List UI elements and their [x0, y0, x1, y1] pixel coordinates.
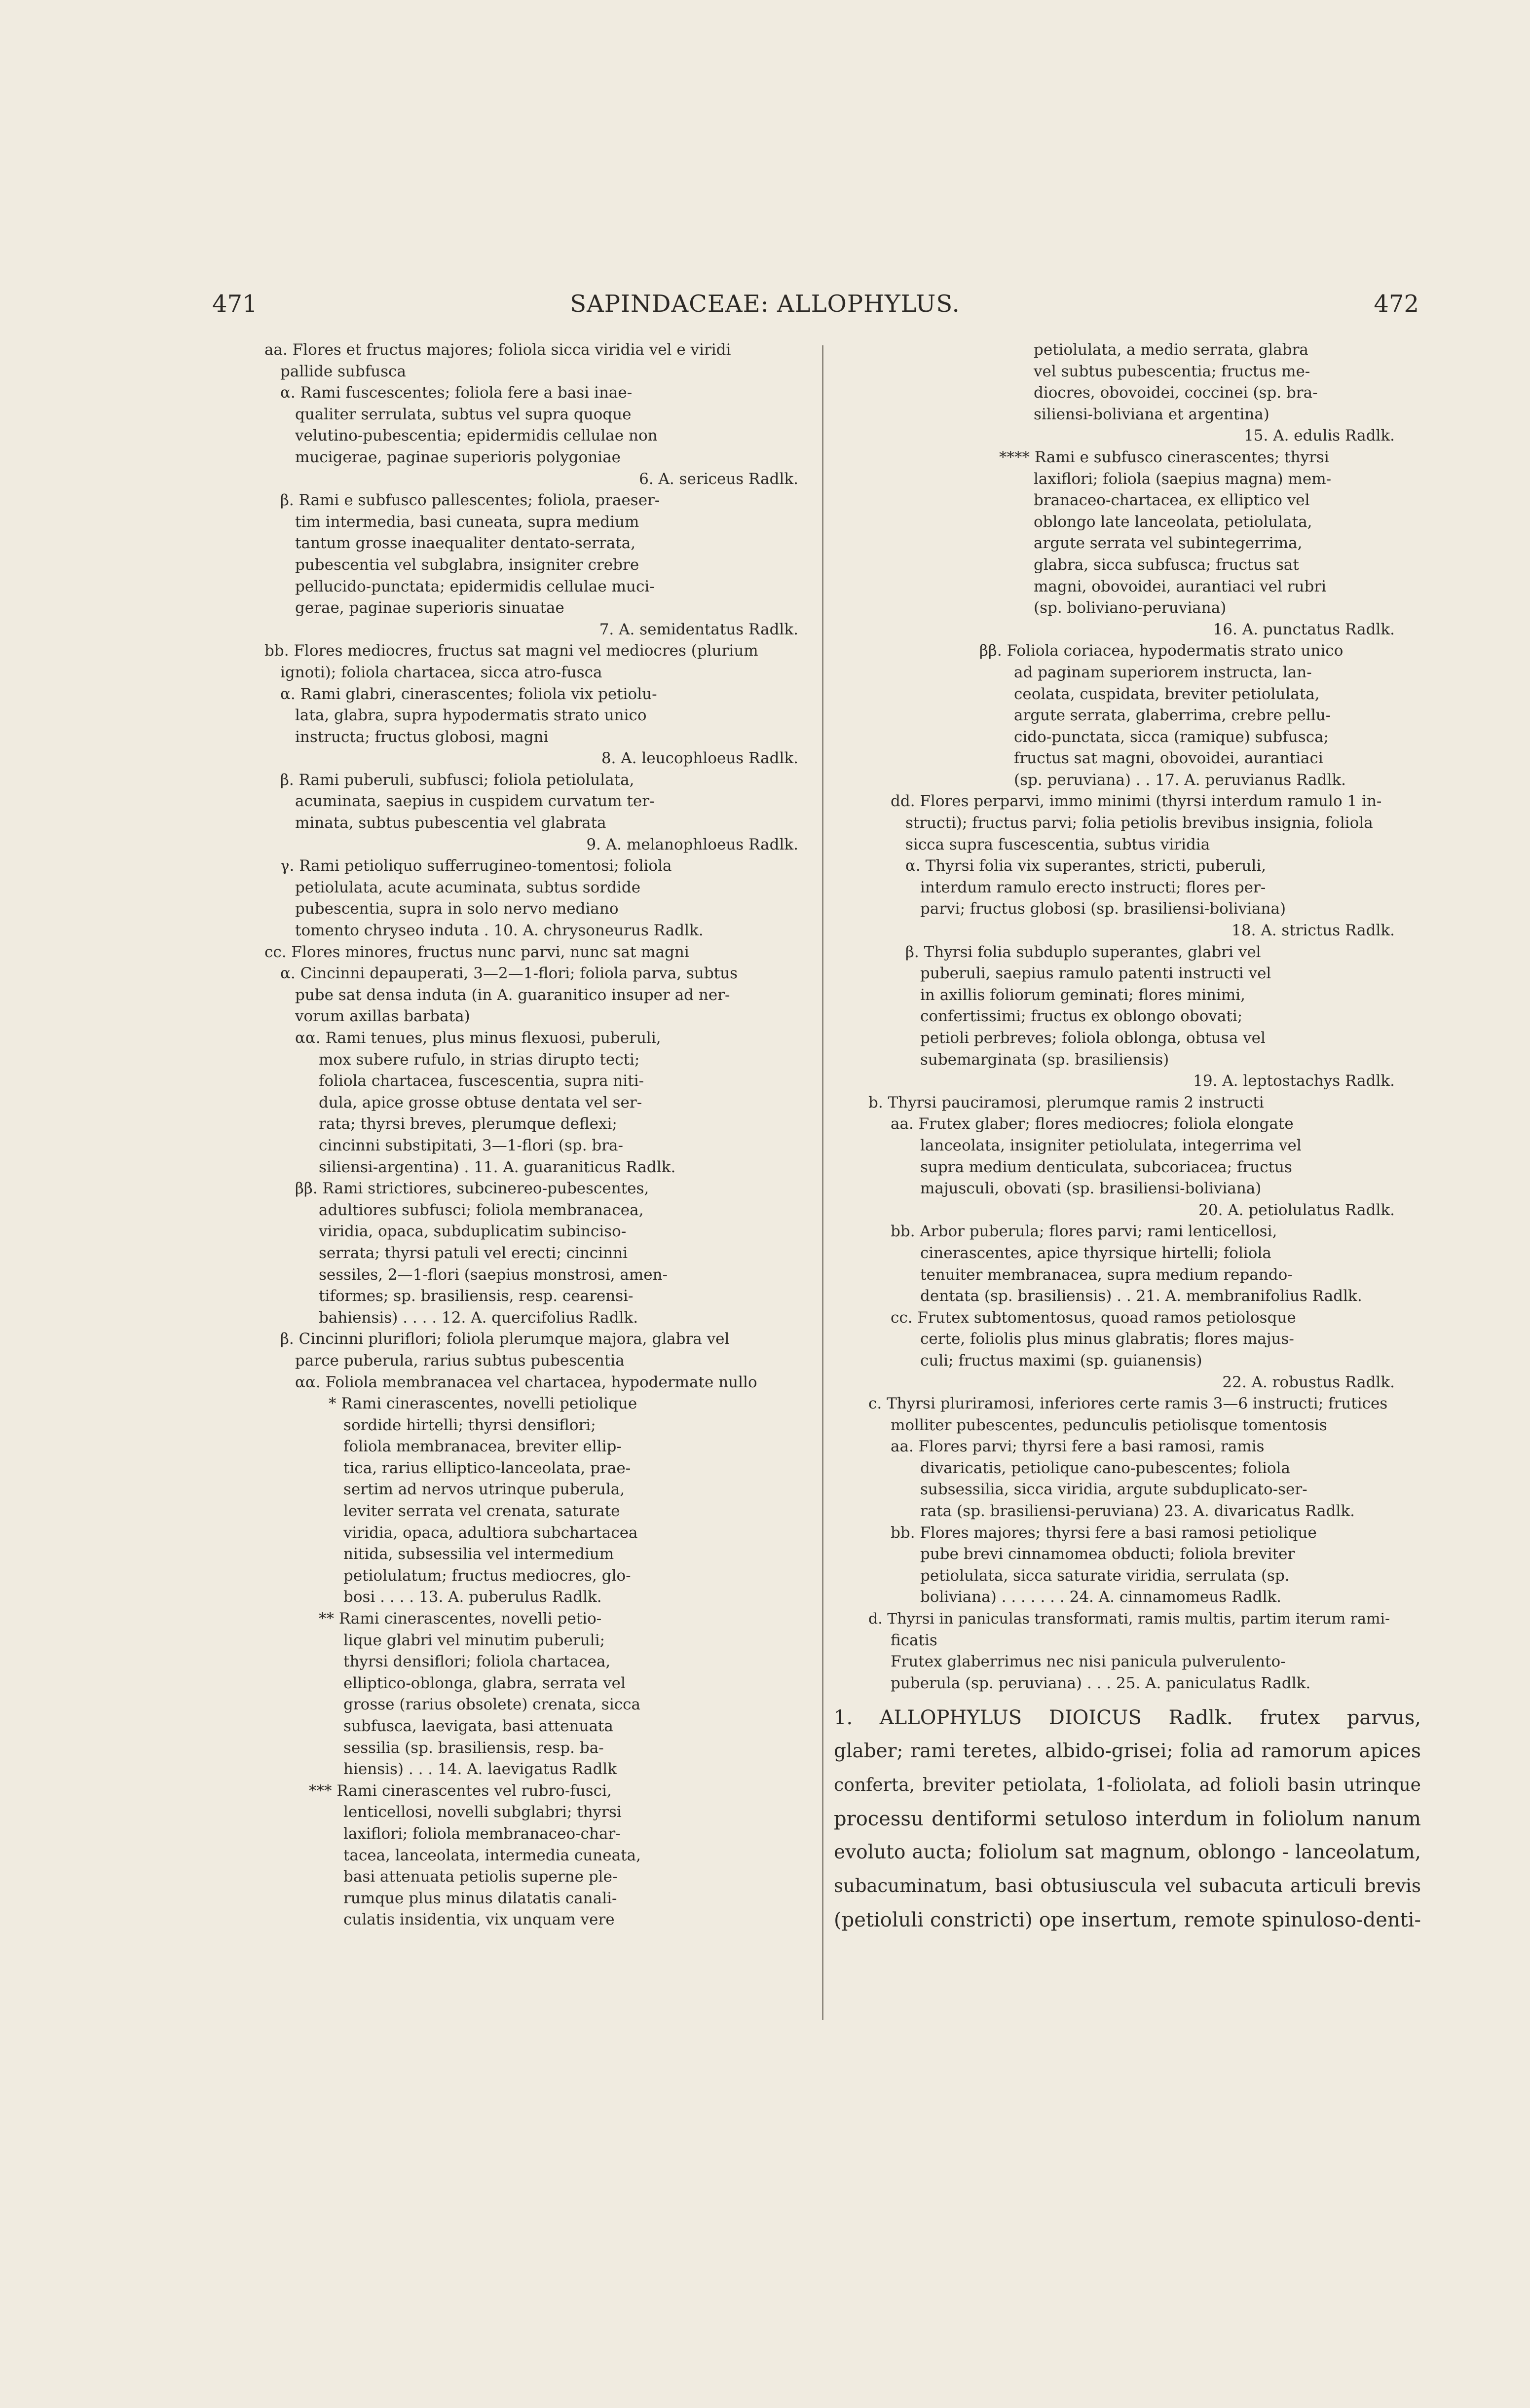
key-line: diocres, obovoidei, coccinei (sp. bra-	[1034, 384, 1318, 402]
key-line: dula, apice grosse obtuse dentata vel ser-	[319, 1093, 642, 1111]
key-line: rumque plus minus dilatatis canali-	[343, 1889, 617, 1907]
key-line: d. Thyrsi in paniculas transformati, ramis multis, partim iterum rami-	[868, 1610, 1390, 1628]
key-line: 22. A. robustus Radlk.	[1222, 1373, 1395, 1391]
key-line: foliola chartacea, fuscescentia, supra niti-	[319, 1072, 644, 1090]
key-line: divaricatis, petiolique cano-pubescentes; foliola	[920, 1459, 1290, 1477]
key-line: ad paginam superiorem instructa, lan-	[1014, 663, 1312, 681]
page-header	[0, 290, 1530, 330]
key-line: petiolulata, a medio serrata, glabra	[1034, 341, 1308, 359]
description-line: conferta, breviter petiolata, 1-foliolata, ad folioli basin utrinque	[834, 1775, 1421, 1795]
key-line: sertim ad nervos utrinque puberula,	[343, 1481, 625, 1499]
key-line: basi attenuata petiolis superne ple-	[343, 1868, 618, 1886]
key-line: (sp. peruviana) . . 17. A. peruvianus Radlk.	[1014, 771, 1346, 789]
key-line: gerae, paginae superioris sinuatae	[295, 599, 564, 617]
key-line: petioli perbreves; foliola oblonga, obtusa vel	[920, 1029, 1266, 1047]
key-line: rata; thyrsi breves, plerumque deflexi;	[319, 1115, 617, 1133]
key-line: molliter pubescentes, pedunculis petiolisque tomentosis	[891, 1416, 1327, 1434]
key-line: boliviana) . . . . . . . 24. A. cinnamomeus Radlk.	[920, 1588, 1281, 1606]
key-line: α. Rami fuscescentes; foliola fere a basi inae-	[280, 384, 633, 402]
species-description	[834, 1701, 1421, 1937]
key-line: bosi . . . . 13. A. puberulus Radlk.	[343, 1588, 602, 1606]
key-line: pubescentia vel subglabra, insigniter crebre	[295, 556, 639, 574]
key-line: argute serrata vel subintegerrima,	[1034, 534, 1303, 553]
description-line: subacuminatum, basi obtusiuscula vel subacuta articuli brevis	[834, 1875, 1421, 1897]
key-line: ββ. Rami strictiores, subcinereo-pubescentes,	[295, 1180, 649, 1198]
key-line: majusculi, obovati (sp. brasiliensi-boliviana)	[920, 1180, 1262, 1198]
right-column-key	[861, 339, 1395, 1694]
key-line: c. Thyrsi pluriramosi, inferiores certe ramis 3—6 instructi; frutices	[868, 1395, 1388, 1413]
key-line: tim intermedia, basi cuneata, supra medium	[295, 513, 639, 531]
page-number-left: 471	[212, 290, 258, 318]
key-line: certe, foliolis plus minus glabratis; flores majus-	[920, 1330, 1294, 1348]
key-line: 18. A. strictus Radlk.	[1231, 922, 1395, 940]
key-line: cinerascentes, apice thyrsique hirtelli; foliola	[920, 1244, 1271, 1262]
key-line: ** Rami cinerascentes, novelli petio-	[319, 1610, 602, 1628]
key-line: subfusca, laevigata, basi attenuata	[343, 1717, 613, 1735]
key-line: grosse (rarius obsolete) crenata, sicca	[343, 1696, 640, 1714]
key-line: petiolulatum; fructus mediocres, glo-	[343, 1566, 631, 1585]
key-line: lanceolata, insigniter petiolulata, integerrima vel	[920, 1136, 1302, 1154]
key-line: 19. A. leptostachys Radlk.	[1193, 1072, 1395, 1090]
key-line: vel subtus pubescentia; fructus me-	[1034, 362, 1310, 380]
key-line: α. Thyrsi folia vix superantes, stricti, puberuli,	[905, 857, 1267, 875]
key-line: supra medium denticulata, subcoriacea; fructus	[920, 1158, 1292, 1176]
key-line: petiolulata, sicca saturate viridia, serrulata (sp.	[920, 1566, 1290, 1585]
key-line: cc. Flores minores, fructus nunc parvi, nunc sat magni	[264, 943, 689, 961]
key-line: ignoti); foliola chartacea, sicca atro-fusca	[280, 663, 602, 681]
key-line: pube sat densa induta (in A. guaranitico insuper ad ner-	[295, 986, 730, 1004]
key-line: Frutex glaberrimus nec nisi panicula pulverulento-	[891, 1653, 1286, 1671]
key-line: adultiores subfusci; foliola membranacea,	[319, 1201, 644, 1219]
key-line: subsessilia, sicca viridia, argute subduplicato-ser-	[920, 1481, 1307, 1499]
key-line: mox subere rufulo, in strias dirupto tecti;	[319, 1050, 640, 1069]
key-line: vorum axillas barbata)	[295, 1007, 470, 1026]
key-line: subemarginata (sp. brasiliensis)	[920, 1050, 1169, 1069]
key-line: acuminata, saepius in cuspidem curvatum ter-	[295, 792, 655, 811]
key-line: ficatis	[891, 1631, 937, 1649]
key-line: glabra, sicca subfusca; fructus sat	[1034, 556, 1299, 574]
key-line: 7. A. semidentatus Radlk.	[599, 620, 798, 638]
key-line: ββ. Foliola coriacea, hypodermatis strato unico	[979, 642, 1343, 660]
key-line: ceolata, cuspidata, breviter petiolulata,	[1014, 685, 1320, 703]
column-divider	[822, 345, 823, 2020]
key-line: rata (sp. brasiliensi-peruviana) 23. A. divaricatus Radlk.	[920, 1502, 1355, 1520]
key-line: β. Rami puberuli, subfusci; foliola petiolulata,	[280, 771, 634, 789]
key-line: (sp. boliviano-peruviana)	[1034, 599, 1227, 617]
key-line: lenticellosi, novelli subglabri; thyrsi	[343, 1803, 622, 1821]
key-line: structi); fructus parvi; folia petiolis brevibus insignia, foliola	[905, 814, 1373, 832]
key-line: laxiflori; foliola (saepius magna) mem-	[1034, 470, 1332, 488]
key-line: sessiles, 2—1-flori (saepius monstrosi, amen-	[319, 1265, 668, 1284]
key-line: cincinni substipitati, 3—1-flori (sp. bra-	[319, 1136, 624, 1154]
key-line: β. Thyrsi folia subduplo superantes, glabri vel	[905, 943, 1261, 961]
key-line: interdum ramulo erecto instructi; flores per-	[920, 878, 1266, 896]
key-line: laxiflori; foliola membranaceo-char-	[343, 1824, 621, 1843]
key-line: bahiensis) . . . . 12. A. quercifolius Radlk.	[319, 1308, 638, 1327]
key-line: αα. Rami tenues, plus minus flexuosi, puberuli,	[295, 1029, 661, 1047]
key-line: sordide hirtelli; thyrsi densiflori;	[343, 1416, 596, 1434]
description-line: (petioluli constricti) ope insertum, remote spinuloso-denti-	[834, 1908, 1421, 1931]
key-line: 20. A. petiolulatus Radlk.	[1198, 1201, 1395, 1219]
key-line: parvi; fructus globosi (sp. brasiliensi-boliviana)	[920, 900, 1286, 918]
key-line: bb. Arbor puberula; flores parvi; rami lenticellosi,	[891, 1223, 1277, 1241]
key-line: fructus sat magni, obovoidei, aurantiaci	[1014, 749, 1323, 768]
key-line: aa. Flores et fructus majores; foliola sicca viridia vel e viridi	[264, 341, 731, 359]
key-line: pubescentia, supra in solo nervo mediano	[295, 900, 619, 918]
key-line: **** Rami e subfusco cinerascentes; thyrsi	[999, 448, 1329, 466]
key-line: tiformes; sp. brasiliensis, resp. cearensi-	[319, 1287, 634, 1305]
key-line: in axillis foliorum geminati; flores minimi,	[920, 986, 1246, 1004]
key-line: tica, rarius elliptico-lanceolata, prae-	[343, 1459, 631, 1477]
key-line: leviter serrata vel crenata, saturate	[343, 1502, 620, 1520]
key-line: branaceo-chartacea, ex elliptico vel	[1034, 491, 1310, 510]
key-line: aa. Frutex glaber; flores mediocres; foliola elongate	[891, 1115, 1294, 1133]
key-line: viridia, opaca, adultiora subchartacea	[343, 1523, 638, 1542]
description-line: glaber; rami teretes, albido-grisei; folia ad ramorum apices	[834, 1740, 1421, 1763]
key-line: lata, glabra, supra hypodermatis strato unico	[295, 706, 647, 725]
key-line: puberuli, saepius ramulo patenti instructi vel	[920, 964, 1271, 983]
key-line: 15. A. edulis Radlk.	[1244, 427, 1395, 445]
page-number-right: 472	[1374, 290, 1419, 318]
key-line: sicca supra fuscescentia, subtus viridia	[905, 835, 1210, 853]
key-line: elliptico-oblonga, glabra, serrata vel	[343, 1674, 626, 1692]
key-line: thyrsi densiflori; foliola chartacea,	[343, 1653, 611, 1671]
key-line: 8. A. leucophloeus Radlk.	[601, 749, 798, 768]
key-line: foliola membranacea, breviter ellip-	[343, 1438, 622, 1456]
key-line: hiensis) . . . 14. A. laevigatus Radlk	[343, 1760, 617, 1778]
key-line: 6. A. sericeus Radlk.	[639, 470, 798, 488]
key-line: aa. Flores parvi; thyrsi fere a basi ramosi, ramis	[891, 1438, 1265, 1456]
description-line: evoluto aucta; foliolum sat magnum, oblongo - lanceolatum,	[834, 1841, 1421, 1864]
key-line: α. Cincinni depauperati, 3—2—1-flori; foliola parva, subtus	[280, 964, 738, 983]
key-line: sessilia (sp. brasiliensis, resp. ba-	[343, 1739, 604, 1757]
key-line: tomento chryseo induta . 10. A. chrysoneurus Radlk.	[295, 922, 704, 940]
key-line: β. Rami e subfusco pallescentes; foliola, praeser-	[280, 491, 660, 510]
key-line: pellucido-punctata; epidermidis cellulae muci-	[295, 577, 655, 595]
key-line: oblongo late lanceolata, petiolulata,	[1034, 513, 1312, 531]
key-line: siliensi-boliviana et argentina)	[1034, 405, 1269, 423]
key-line: parce puberula, rarius subtus pubescentia	[295, 1351, 625, 1370]
key-line: bb. Flores majores; thyrsi fere a basi ramosi petiolique	[891, 1523, 1317, 1542]
key-line: αα. Foliola membranacea vel chartacea, hypodermate nullo	[295, 1373, 757, 1391]
key-line: 16. A. punctatus Radlk.	[1213, 620, 1395, 638]
key-line: lique glabri vel minutim puberuli;	[343, 1631, 605, 1649]
key-line: argute serrata, glaberrima, crebre pellu-	[1014, 706, 1331, 725]
key-line: petiolulata, acute acuminata, subtus sordide	[295, 878, 641, 896]
key-line: γ. Rami petioliquo sufferrugineo-tomentosi; foliola	[280, 857, 672, 875]
key-line: cc. Frutex subtomentosus, quoad ramos petiolosque	[891, 1308, 1296, 1327]
key-line: α. Rami glabri, cinerascentes; foliola vix petiolu-	[280, 685, 657, 703]
key-line: serrata; thyrsi patuli vel erecti; cincinni	[319, 1244, 628, 1262]
description-line: processu dentiformi setuloso interdum in foliolum nanum	[834, 1807, 1421, 1830]
key-line: dentata (sp. brasiliensis) . . 21. A. membranifolius Radlk.	[920, 1287, 1362, 1305]
key-line: instructa; fructus globosi, magni	[295, 728, 549, 746]
key-line: velutino-pubescentia; epidermidis cellulae non	[295, 427, 658, 445]
key-line: tantum grosse inaequaliter dentato-serrata,	[295, 534, 636, 553]
key-line: culatis insidentia, vix unquam vere	[343, 1911, 615, 1929]
key-line: dd. Flores perparvi, immo minimi (thyrsi interdum ramulo 1 in-	[891, 792, 1382, 811]
key-line: minata, subtus pubescentia vel glabrata	[295, 814, 606, 832]
key-line: pube brevi cinnamomea obducti; foliola breviter	[920, 1545, 1295, 1563]
key-line: qualiter serrulata, subtus vel supra quoque	[295, 405, 632, 423]
key-line: 9. A. melanophloeus Radlk.	[586, 835, 798, 853]
key-line: * Rami cinerascentes, novelli petiolique	[329, 1395, 637, 1413]
key-line: b. Thyrsi pauciramosi, plerumque ramis 2 instructi	[868, 1093, 1264, 1111]
key-line: cido-punctata, sicca (ramique) subfusca;	[1014, 728, 1329, 746]
key-line: confertissimi; fructus ex oblongo obovati;	[920, 1007, 1243, 1026]
key-line: β. Cincinni pluriflori; foliola plerumque majora, glabra vel	[280, 1330, 730, 1348]
key-line: *** Rami cinerascentes vel rubro-fusci,	[309, 1781, 612, 1800]
key-line: nitida, subsessilia vel intermedium	[343, 1545, 614, 1563]
key-line: pallide subfusca	[280, 362, 407, 380]
description-line: 1. ALLOPHYLUS DIOICUS Radlk. frutex parvus,	[834, 1706, 1421, 1729]
key-line: siliensi-argentina) . 11. A. guaraniticus Radlk.	[319, 1158, 676, 1176]
key-line: puberula (sp. peruviana) . . . 25. A. paniculatus Radlk.	[891, 1674, 1311, 1692]
left-column-key	[264, 339, 798, 1931]
key-line: tenuiter membranacea, supra medium repando-	[920, 1265, 1293, 1284]
key-line: culi; fructus maximi (sp. guianensis)	[920, 1351, 1202, 1370]
key-line: mucigerae, paginae superioris polygoniae	[295, 448, 621, 466]
key-line: magni, obovoidei, aurantiaci vel rubri	[1034, 577, 1327, 595]
key-line: bb. Flores mediocres, fructus sat magni vel mediocres (plurium	[264, 642, 758, 660]
key-line: tacea, lanceolata, intermedia cuneata,	[343, 1846, 641, 1864]
key-line: viridia, opaca, subduplicatim subinciso-	[319, 1223, 627, 1241]
running-title: SAPINDACEAE: ALLOPHYLUS.	[570, 290, 960, 318]
